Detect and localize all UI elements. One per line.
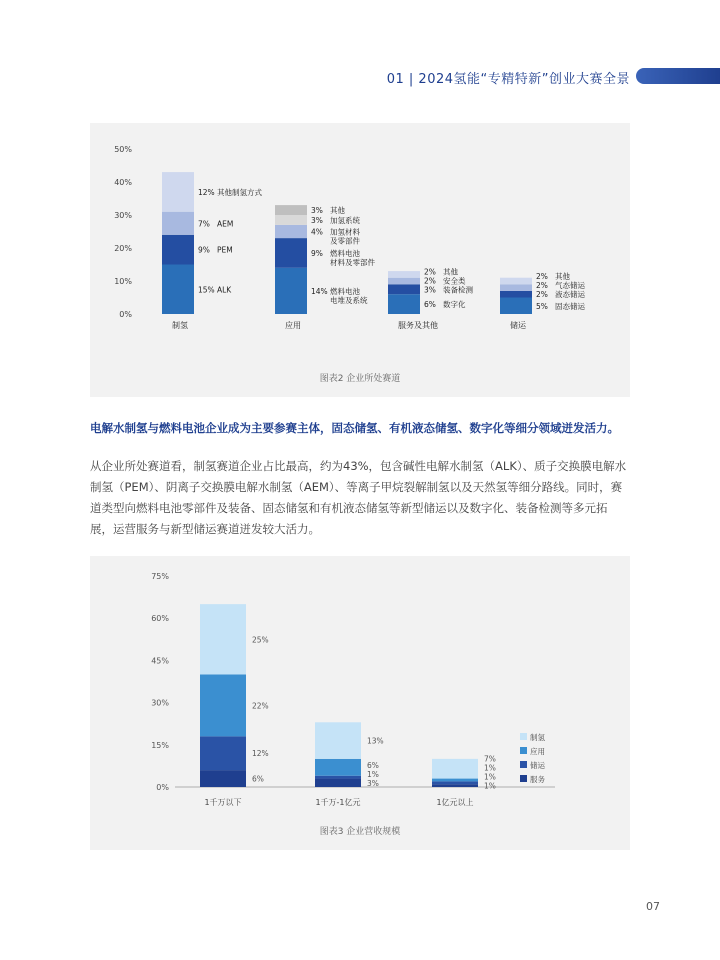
segment-value-label: 2% <box>536 281 548 291</box>
chart-track-svg <box>90 123 630 363</box>
segment-name-label: 其他 <box>555 272 570 282</box>
segment-name-label: 燃料电池 <box>330 248 360 258</box>
y-tick-label: 0% <box>119 310 132 319</box>
segment-name-label: 气态储运 <box>555 281 585 291</box>
segment-name-label: 液态储运 <box>555 290 585 300</box>
bar-segment <box>275 238 307 268</box>
segment-value-label: 3% <box>367 778 379 788</box>
bar-segment <box>388 284 420 294</box>
segment-value-label: 3% <box>311 206 323 216</box>
y-tick-label: 45% <box>151 656 169 666</box>
segment-value-label: 1% <box>367 769 379 779</box>
bar-segment <box>388 278 420 285</box>
segment-name-label: 加氢材料 <box>330 227 360 237</box>
bar-segment <box>275 215 307 225</box>
segment-value-label: 2% <box>424 267 436 277</box>
bar-segment <box>500 278 532 285</box>
bar-segment <box>200 674 246 736</box>
category-label: 制氢 <box>172 321 188 330</box>
bar-segment <box>432 781 478 784</box>
legend-swatch <box>520 775 527 782</box>
segment-name-label: ALK <box>217 285 232 295</box>
y-tick-label: 40% <box>114 178 132 187</box>
bar-segment <box>275 205 307 215</box>
page-number: 07 <box>646 900 660 913</box>
bar-segment <box>200 604 246 674</box>
header-accent-bar <box>636 68 720 84</box>
y-tick-label: 0% <box>156 783 169 792</box>
segment-name-label: 其他 <box>443 267 458 277</box>
segment-value-label: 2% <box>536 290 548 300</box>
segment-name-label: 装备检测 <box>443 285 473 295</box>
segment-value-label: 3% <box>424 285 436 295</box>
category-label: 应用 <box>285 321 301 330</box>
segment-value-label: 9% <box>311 248 323 258</box>
bar-segment <box>432 779 478 782</box>
segment-value-label: 7% <box>198 219 210 229</box>
segment-name-label: 电堆及系统 <box>330 295 368 305</box>
segment-name-label: PEM <box>217 245 233 255</box>
bar-segment <box>162 212 194 235</box>
legend-label: 制氢 <box>530 733 545 742</box>
segment-value-label: 1% <box>484 781 496 791</box>
legend-label: 服务 <box>530 775 545 784</box>
segment-value-label: 12% <box>198 187 215 197</box>
segment-value-label: 1% <box>484 772 496 782</box>
bar-segment <box>275 268 307 314</box>
segment-value-label: 6% <box>424 300 436 310</box>
y-tick-label: 50% <box>114 145 132 154</box>
bar-segment <box>200 770 246 787</box>
bar-segment <box>162 172 194 212</box>
bar-segment <box>500 298 532 315</box>
legend-swatch <box>520 761 527 768</box>
category-label: 1亿元以上 <box>436 798 474 807</box>
category-label: 1千万-1亿元 <box>315 798 361 807</box>
bar-segment <box>315 779 361 787</box>
y-tick-label: 10% <box>114 277 132 286</box>
segment-name-label: 燃料电池 <box>330 286 360 296</box>
bar-segment <box>162 235 194 265</box>
segment-value-label: 6% <box>367 760 379 770</box>
segment-value-label: 5% <box>536 301 548 311</box>
bar-segment <box>432 759 478 779</box>
segment-value-label: 22% <box>252 701 269 711</box>
chart-track-caption: 图表2 企业所处赛道 <box>319 374 401 384</box>
chart-revenue-caption: 图表3 企业营收规模 <box>319 827 401 837</box>
segment-value-label: 4% <box>311 227 323 237</box>
bar-segment <box>275 225 307 238</box>
segment-value-label: 14% <box>311 286 328 296</box>
y-tick-label: 30% <box>151 698 169 708</box>
bar-segment <box>388 271 420 278</box>
legend-swatch <box>520 747 527 754</box>
segment-value-label: 1% <box>484 763 496 773</box>
segment-name-label: 安全类 <box>443 276 466 286</box>
segment-value-label: 12% <box>252 749 269 759</box>
category-label: 1千万以下 <box>204 798 242 807</box>
bar-segment <box>500 284 532 291</box>
bar-segment <box>315 722 361 759</box>
segment-value-label: 9% <box>198 245 210 255</box>
bar-segment <box>315 776 361 779</box>
segment-name-label: 固态储运 <box>555 301 585 311</box>
segment-name-label: 加氢系统 <box>330 215 360 225</box>
bar-segment <box>432 784 478 787</box>
segment-value-label: 25% <box>252 635 269 645</box>
segment-value-label: 3% <box>311 215 323 225</box>
y-tick-label: 60% <box>151 614 169 624</box>
y-tick-label: 20% <box>114 244 132 253</box>
legend-swatch <box>520 733 527 740</box>
chart-track-distribution <box>90 123 630 397</box>
chart-revenue-scale <box>90 556 630 850</box>
segment-name-label: 材料及零部件 <box>330 257 375 267</box>
category-label: 储运 <box>510 321 526 330</box>
segment-name-label: 其他制氢方式 <box>217 187 262 197</box>
bar-segment <box>388 294 420 314</box>
chart-revenue-svg <box>90 556 630 816</box>
page-header-title: 01 | 2024氢能“专精特新”创业大赛全景 <box>386 72 630 87</box>
segment-name-label: AEM <box>217 219 234 229</box>
segment-value-label: 7% <box>484 754 496 764</box>
bar-segment <box>315 759 361 776</box>
segment-value-label: 2% <box>536 272 548 282</box>
legend-label: 应用 <box>530 747 545 756</box>
y-tick-label: 30% <box>114 211 132 220</box>
bar-segment <box>200 736 246 770</box>
segment-value-label: 2% <box>424 276 436 286</box>
segment-name-label: 数字化 <box>443 300 466 310</box>
segment-value-label: 6% <box>252 774 264 784</box>
category-label: 服务及其他 <box>398 321 438 330</box>
segment-value-label: 13% <box>367 736 384 746</box>
y-tick-label: 75% <box>151 572 169 581</box>
section-headline: 电解水制氢与燃料电池企业成为主要参赛主体，固态储氢、有机液态储氢、数字化等细分领域迸发活力。 <box>90 421 619 435</box>
bar-segment <box>500 291 532 298</box>
bar-segment <box>162 265 194 315</box>
segment-value-label: 15% <box>198 285 215 295</box>
segment-name-label: 及零部件 <box>330 236 360 246</box>
segment-name-label: 其他 <box>330 206 345 216</box>
legend-label: 储运 <box>530 761 545 770</box>
body-paragraph: 从企业所处赛道看，制氢赛道企业占比最高，约为43%，包含碱性电解水制氢（ALK）、质子交换膜电解水制氢（PEM）、阴离子交换膜电解水制氢（AEM）、等离子甲烷裂解制氢以及天然氢等细分路线。同时，赛道类型向燃料电池零部件及装备、固态储氢和有机液态储氢等新型储运以及数字化、装备检测等多元拓展，运营服务与新型储运赛道迸发较大活力。 <box>90 459 627 536</box>
y-tick-label: 15% <box>151 740 169 750</box>
